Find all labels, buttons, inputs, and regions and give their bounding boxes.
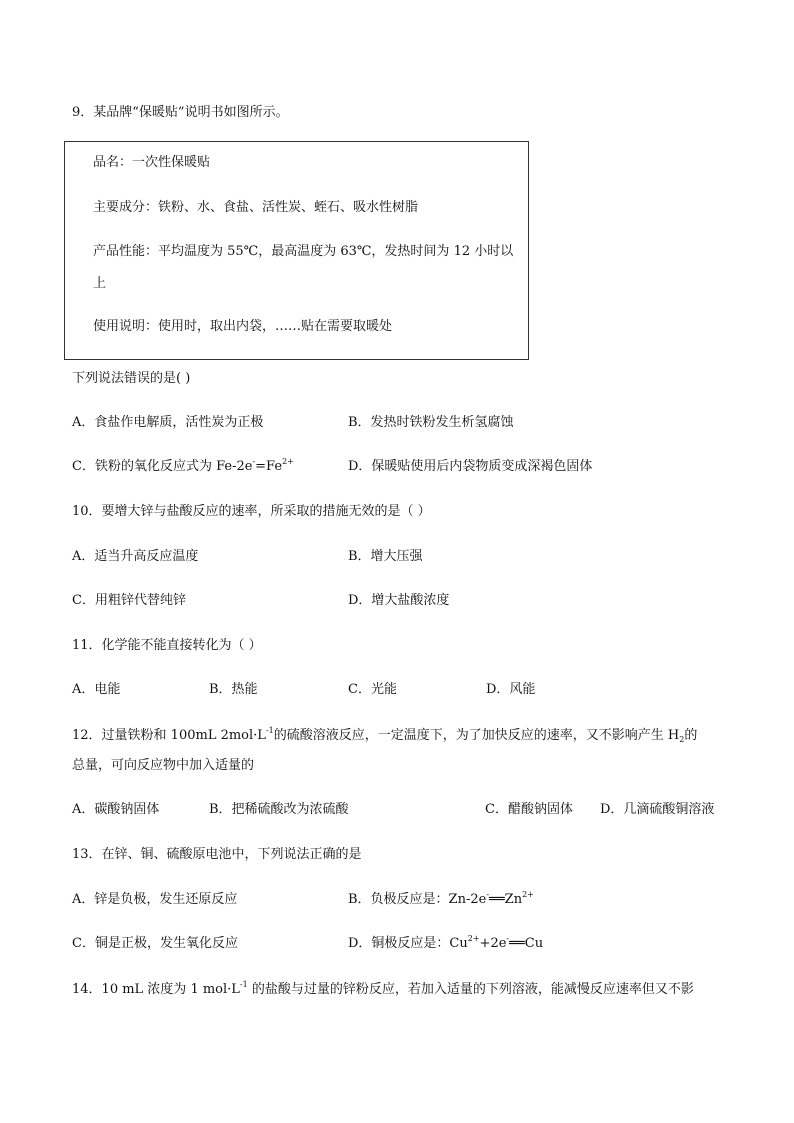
q13-option-b-text: B．负极反应是：Zn-2e: [348, 892, 487, 907]
q12-option-b: B．把稀硫酸改为浓硫酸: [209, 802, 349, 817]
q11-option-b: B．热能: [209, 682, 258, 697]
box-usage: 使用说明：使用时，取出内袋，……贴在需要取暖处: [93, 319, 393, 334]
q13-option-a: A．锌是负极，发生还原反应: [72, 892, 238, 907]
q12-option-c: C．醋酸钠固体: [485, 802, 573, 817]
q14-stem: [72, 981, 694, 999]
q9-question: 下列说法错误的是( ): [72, 371, 191, 386]
q9-option-c: [72, 458, 294, 476]
q13-option-d-text: D．铜极反应是：Cu: [348, 936, 468, 951]
q9-option-c-text: C．铁粉的氧化反应式为 Fe-2e: [72, 459, 253, 474]
box-product-name: 品名：一次性保暖贴: [93, 155, 211, 170]
q9-option-a: A．食盐作电解质，活性炭为正极: [72, 415, 264, 430]
q9-option-d: D．保暖贴使用后内袋物质变成深褐色固体: [348, 459, 593, 474]
q12-stem-pre: 12．过量铁粉和 100mL 2mol·L: [72, 728, 266, 743]
q10-option-a: A．适当升高反应温度: [72, 549, 199, 564]
q13-option-d: [348, 935, 543, 953]
q13-option-d-mid: +2e: [479, 936, 507, 951]
q14-stem-pre: 14．10 mL 浓度为 1 mol·L: [72, 982, 240, 997]
q12-stem-mid: 的硫酸溶液反应，一定温度下，为了加快反应的速率，又不影响产生 H: [273, 728, 680, 743]
q9-option-b: B．发热时铁粉发生析氢腐蚀: [348, 415, 514, 430]
q12-stem-post: 的: [684, 728, 698, 743]
q13-option-d-sup1: 2+: [467, 934, 480, 943]
q9-option-c-mid: =Fe: [255, 459, 283, 474]
q13-option-c: C．铜是正极，发生氧化反应: [72, 936, 238, 951]
box-performance-line2: 上: [93, 276, 107, 291]
q12-stem-sub: 2: [679, 735, 685, 744]
product-label-box: [64, 141, 529, 360]
q11-option-a: A．电能: [72, 682, 121, 697]
q10-option-c: C．用粗锌代替纯锌: [72, 593, 186, 608]
q13-stem: 13．在锌、铜、硫酸原电池中，下列说法正确的是: [72, 847, 362, 862]
q13-option-b: [348, 891, 534, 909]
q12-stem-line2: 总量，可向反应物中加入适量的: [72, 758, 255, 773]
q11-option-c: C．光能: [348, 682, 397, 697]
q14-stem-sup: -1: [239, 980, 248, 989]
q13-option-d-post: ══Cu: [509, 936, 544, 951]
q13-option-d-sup2: -: [506, 934, 510, 943]
q12-option-a: A．碳酸钠固体: [72, 802, 160, 817]
box-performance-line1: 产品性能：平均温度为 55℃，最高温度为 63℃，发热时间为 12 小时以: [93, 244, 514, 259]
q13-option-b-mid: ══Zn: [489, 892, 523, 907]
q12-option-d: D．几滴硫酸铜溶液: [600, 802, 715, 817]
q10-stem: 10．要增大锌与盐酸反应的速率，所采取的措施无效的是（ ）: [72, 504, 431, 519]
q13-option-b-sup2: 2+: [522, 890, 534, 899]
q9-stem: 9．某品牌“保暖贴”说明书如图所示。: [72, 105, 289, 120]
box-ingredients: 主要成分：铁粉、水、食盐、活性炭、蛭石、吸水性树脂: [93, 200, 419, 215]
q11-option-d: D．风能: [486, 682, 536, 697]
q13-option-b-sup1: -: [486, 890, 490, 899]
q9-option-c-sup1: -: [252, 457, 256, 466]
q12-stem-line1: [72, 727, 697, 745]
q10-option-b: B．增大压强: [348, 549, 423, 564]
q14-stem-post: 的盐酸与过量的锌粉反应，若加入适量的下列溶液，能减慢反应速率但又不影: [247, 982, 694, 997]
q10-option-d: D．增大盐酸浓度: [348, 593, 450, 608]
q9-option-c-sup2: 2+: [282, 457, 294, 466]
q11-stem: 11．化学能不能直接转化为（ ）: [72, 638, 262, 653]
q12-stem-sup: -1: [265, 726, 274, 735]
